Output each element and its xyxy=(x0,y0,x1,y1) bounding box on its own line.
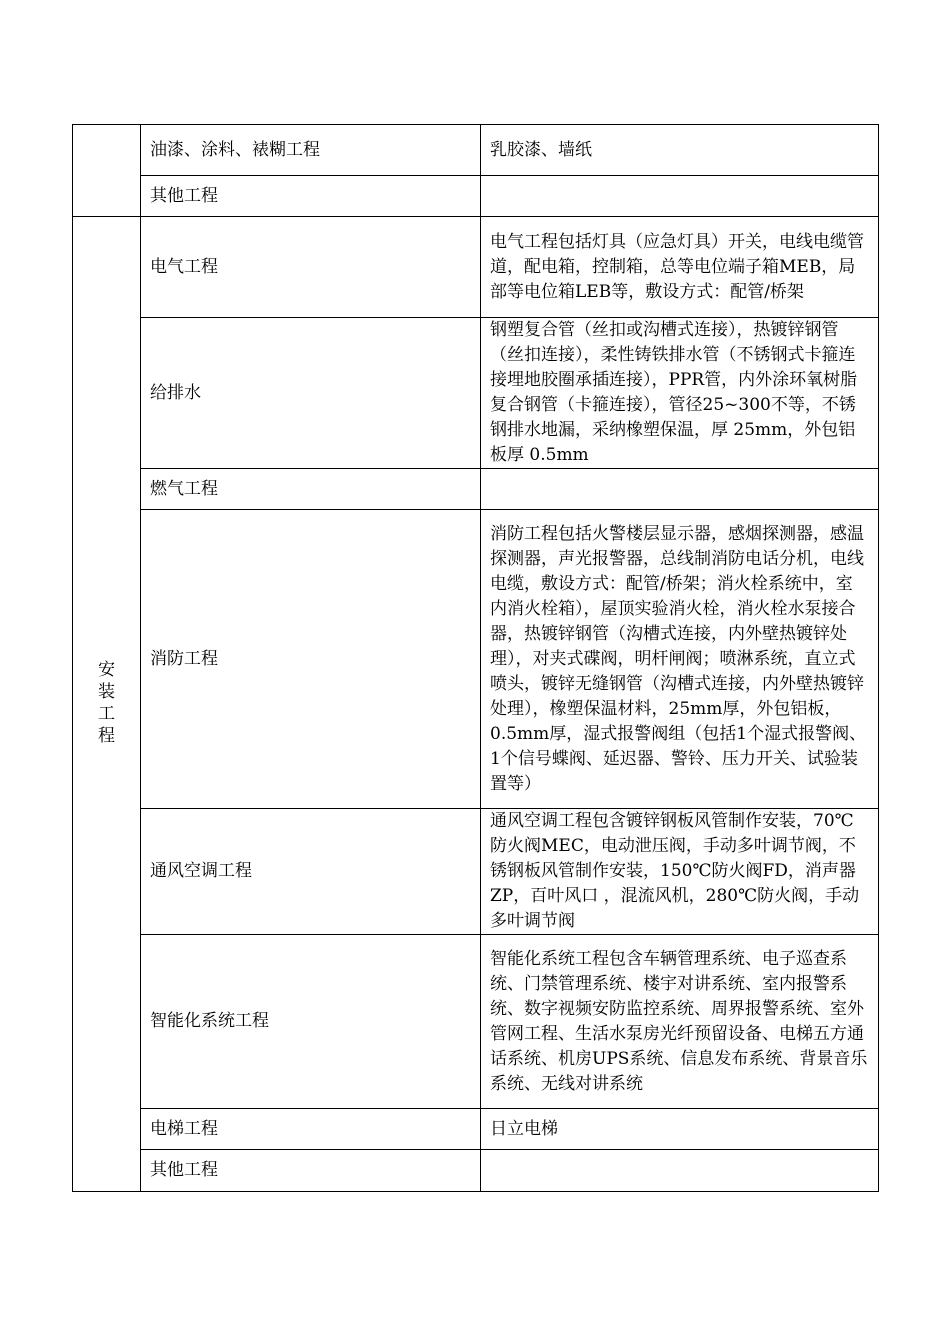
item-cell: 电梯工程 xyxy=(141,1109,481,1150)
table-row xyxy=(73,469,879,510)
group-label: 安装工程 xyxy=(98,660,115,746)
description-cell xyxy=(481,1150,879,1192)
item-cell: 其他工程 xyxy=(141,176,481,217)
description-cell: 消防工程包括火警楼层显示器，感烟探测器，感温探测器，声光报警器，总线制消防电话分机，电线电缆，敷设方式：配管/桥架；消火栓系统中，室内消火栓箱），屋顶实验消火栓，消火栓水泵接合器，热镀锌钢管（沟槽式连接，内外壁热镀锌处理），对夹式碟阀，明杆闸阀；喷淋系统，直立式喷头，镀锌无缝钢管（沟槽式连接，内外壁热镀锌处理），橡塑保温材料，25mm厚，外包铝板，0.5mm厚，湿式报警阀组（包括1个湿式报警阀、1个信号蝶阀、延迟器、警铃、压力开关、试验装置等） xyxy=(481,510,879,809)
item-cell: 油漆、涂料、裱糊工程 xyxy=(141,125,481,176)
installation-scope-table xyxy=(72,124,879,1192)
group-cell-decoration xyxy=(73,125,141,217)
group-cell-installation xyxy=(73,217,141,1192)
description-cell xyxy=(481,176,879,217)
item-cell: 燃气工程 xyxy=(141,469,481,510)
description-cell: 电气工程包括灯具（应急灯具）开关，电线电缆管道，配电箱，控制箱，总等电位端子箱MEB，局部等电位箱LEB等，敷设方式：配管/桥架 xyxy=(481,217,879,318)
item-cell: 消防工程 xyxy=(141,510,481,809)
table-row xyxy=(73,510,879,809)
table-row xyxy=(73,1150,879,1192)
description-cell xyxy=(481,469,879,510)
description-cell: 通风空调工程包含镀锌钢板风管制作安装，70℃防火阀MEC，电动泄压阀，手动多叶调节阀，不锈钢板风管制作安装，150℃防火阀FD，消声器ZP，百叶风口 ，混流风机，280℃防火阀，手动多叶调节阀 xyxy=(481,809,879,935)
table-row xyxy=(73,935,879,1109)
table-row xyxy=(73,217,879,318)
item-cell: 智能化系统工程 xyxy=(141,935,481,1109)
description-cell: 智能化系统工程包含车辆管理系统、电子巡查系统、门禁管理系统、楼宇对讲系统、室内报警系统、数字视频安防监控系统、周界报警系统、室外管网工程、生活水泵房光纤预留设备、电梯五方通话系统、机房UPS系统、信息发布系统、背景音乐系统、无线对讲系统 xyxy=(481,935,879,1109)
table-row xyxy=(73,125,879,176)
description-cell: 钢塑复合管（丝扣或沟槽式连接），热镀锌钢管（丝扣连接），柔性铸铁排水管（不锈钢式卡箍连接埋地胶圈承插连接），PPR管，内外涂环氧树脂复合钢管（卡箍连接），管径25~300不等，不锈钢排水地漏，采纳橡塑保温，厚 25mm，外包铝板厚 0.5mm xyxy=(481,318,879,469)
description-cell: 日立电梯 xyxy=(481,1109,879,1150)
table-row xyxy=(73,809,879,935)
item-cell: 电气工程 xyxy=(141,217,481,318)
item-cell: 给排水 xyxy=(141,318,481,469)
description-cell: 乳胶漆、墙纸 xyxy=(481,125,879,176)
table-row xyxy=(73,318,879,469)
table-row xyxy=(73,176,879,217)
table-row xyxy=(73,1109,879,1150)
item-cell: 通风空调工程 xyxy=(141,809,481,935)
item-cell: 其他工程 xyxy=(141,1150,481,1192)
